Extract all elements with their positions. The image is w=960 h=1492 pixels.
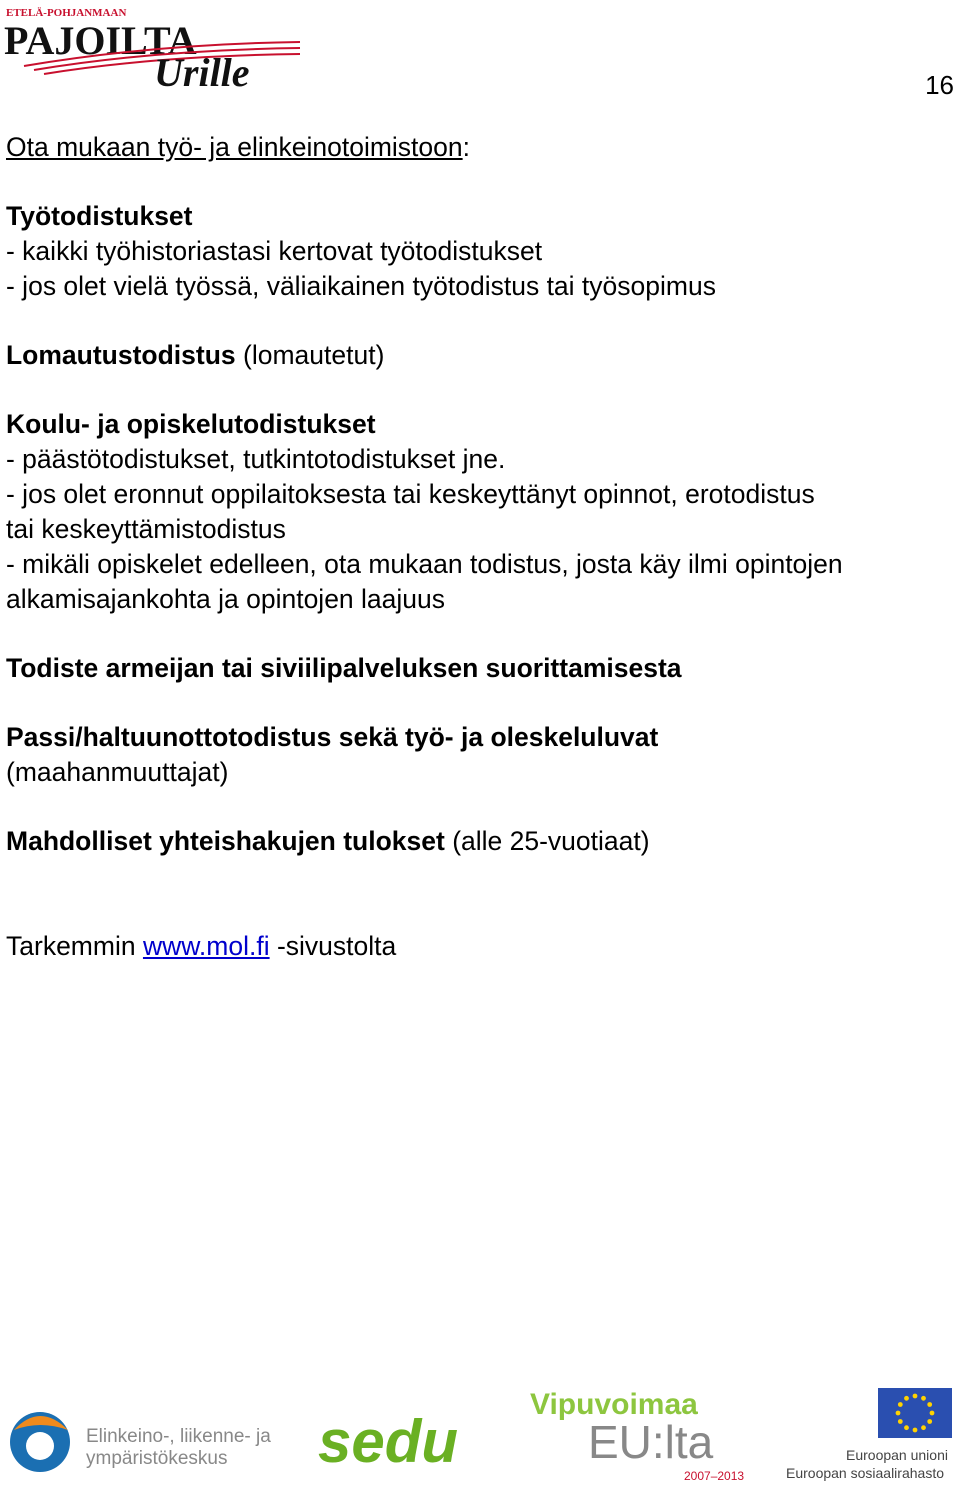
vipuvoimaa-logo [530,1388,744,1483]
eu-star [904,1396,909,1401]
eu-star [927,1402,932,1407]
eu-star [927,1419,932,1424]
eu-star [898,1419,903,1424]
section-title-yhteishaku: Mahdolliset yhteishakujen tulokset [6,826,445,856]
logo-script-text: Urille [154,50,250,94]
list-item: - päästötodistukset, tutkintotodistukset jne. [6,444,506,474]
eu-star [898,1402,903,1407]
eu-star [921,1396,926,1401]
vipuvoimaa-text: Vipuvoimaa [530,1388,698,1421]
list-item: - kaikki työhistoriastasi kertovat työtodistukset [6,236,543,266]
footer-logos-graphic [0,1380,960,1487]
footer-logos [0,1380,960,1487]
ely-text-line2: ympäristökeskus [86,1448,228,1469]
section-note-lomautus: (lomautetut) [235,340,385,370]
eulta-text: EU:lta [588,1416,714,1468]
logo-main-text: PAJOILTA [4,18,197,63]
section-title-armeija: Todiste armeijan tai siviilipalveluksen suorittamisesta [6,653,682,683]
more-info-prefix: Tarkemmin [6,931,143,961]
pajoilta-urille-logo [4,4,304,94]
main-heading-text: Ota mukaan työ- ja elinkeinotoimistoon [6,132,463,162]
eu-text-line1: Euroopan unioni [846,1447,948,1463]
page-number: 16 [925,70,954,100]
sedu-logo: sedu [318,1408,459,1475]
document-body [6,130,960,964]
section-note-passi: (maahanmuuttajat) [6,757,229,787]
eu-star [904,1425,909,1430]
section-title-passi: Passi/haltuunottotodistus sekä työ- ja oleskeluluvat [6,722,659,752]
ely-logo [10,1412,271,1472]
section-title-lomautus: Lomautustodistus [6,340,236,370]
list-item: - jos olet eronnut oppilaitoksesta tai keskeyttänyt opinnot, erotodistus [6,479,815,509]
list-item: tai keskeyttämistodistus [6,514,286,544]
list-item: - mikäli opiskelet edelleen, ota mukaan todistus, josta käy ilmi opintojen [6,549,843,579]
ely-text-line1: Elinkeino-, liikenne- ja [86,1426,271,1447]
main-heading [6,130,960,165]
more-info-line [6,929,960,964]
eu-star [930,1411,935,1416]
eu-text-line2: Euroopan sosiaalirahasto [786,1465,944,1481]
eu-star [913,1394,918,1399]
section-note-yhteishaku: (alle 25-vuotiaat) [444,826,650,856]
logo-graphic [4,4,304,94]
eu-logo [786,1388,952,1481]
eu-star [913,1428,918,1433]
eu-star [921,1425,926,1430]
list-item: alkamisajankohta ja opintojen laajuus [6,584,446,614]
section-title-tyotodistukset: Työtodistukset [6,201,193,231]
list-item: - jos olet vielä työssä, väliaikainen työtodistus tai työsopimus [6,271,716,301]
ely-mark-center [26,1432,54,1460]
section-lomautus [6,338,960,373]
mol-link[interactable]: www.mol.fi [142,931,270,961]
eu-star [896,1411,901,1416]
logo-top-text: ETELÄ-POHJANMAAN [6,7,127,19]
more-info-suffix: -sivustolta [269,931,397,961]
section-title-koulu: Koulu- ja opiskelutodistukset [6,409,376,439]
section-yhteishaku [6,824,960,859]
main-heading-colon: : [462,132,470,162]
vipuvoimaa-years: 2007–2013 [684,1469,745,1483]
